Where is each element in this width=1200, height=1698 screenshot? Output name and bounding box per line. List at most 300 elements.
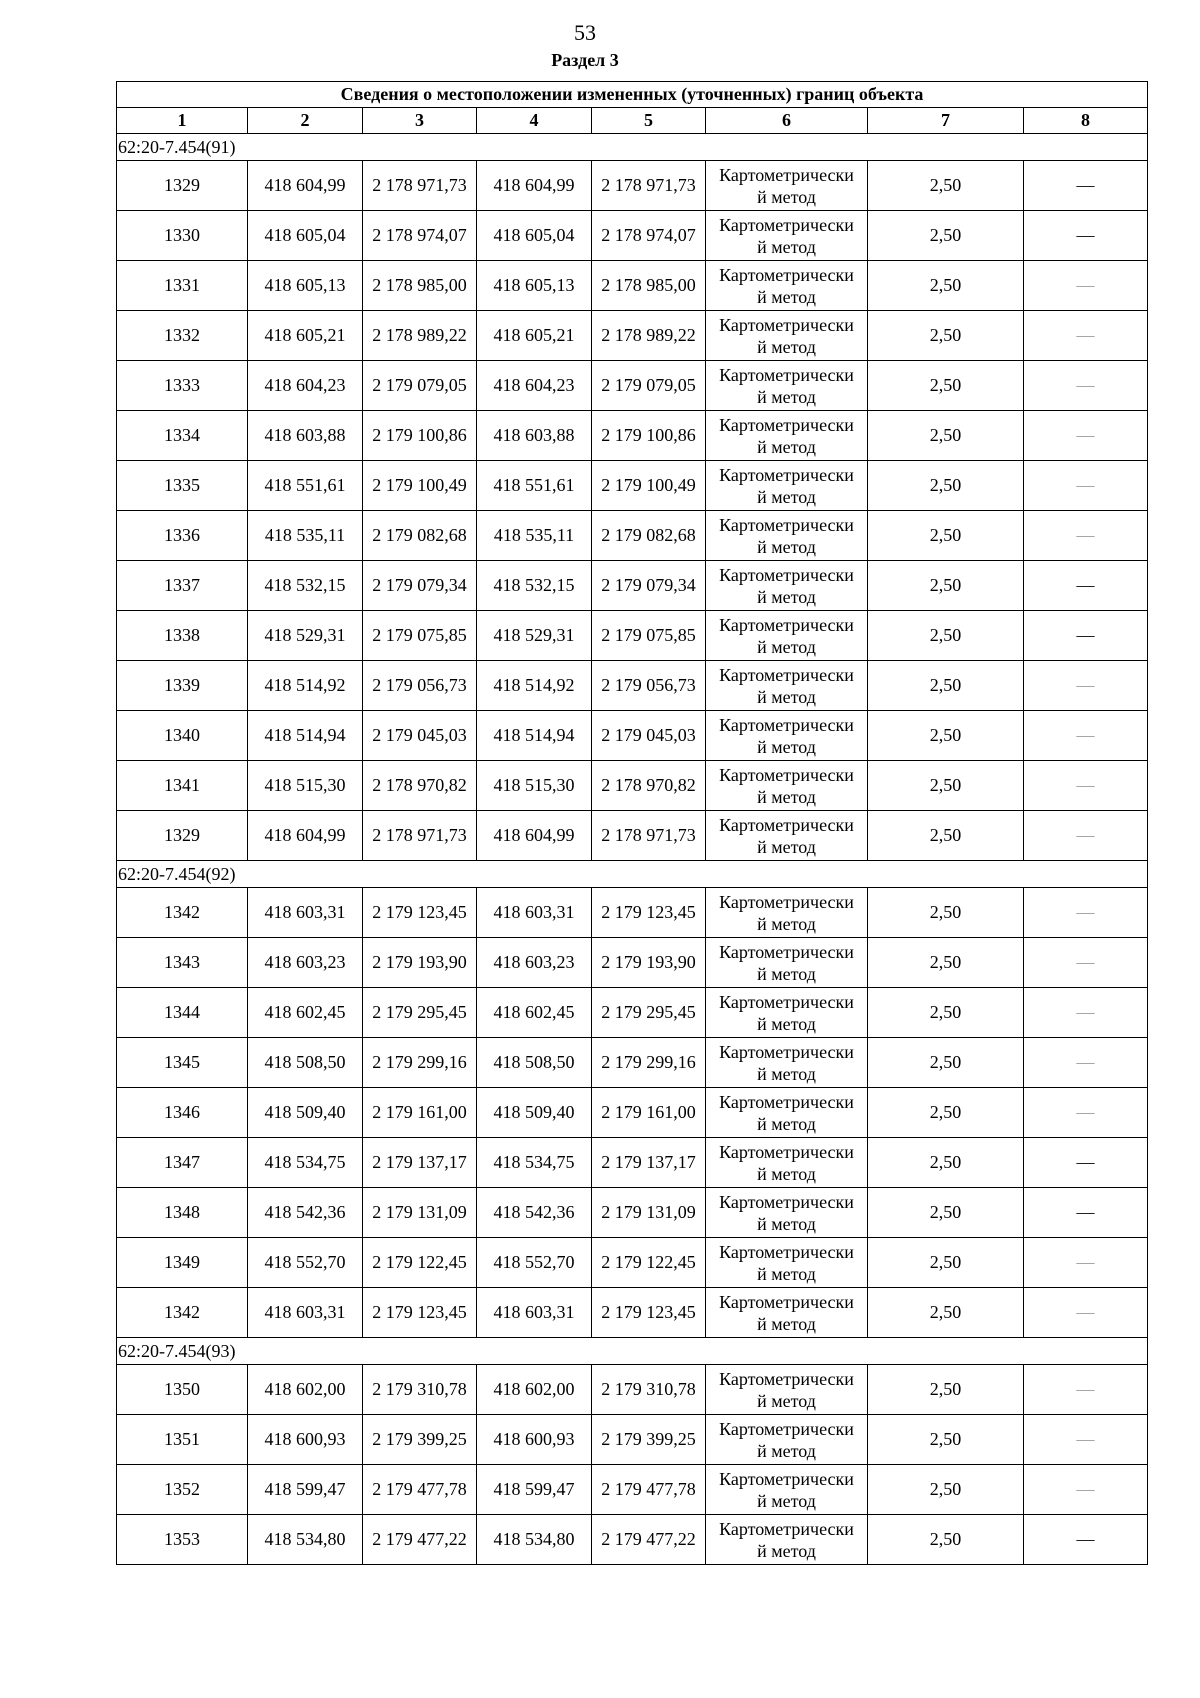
dash-mark: — (1076, 1429, 1095, 1449)
method-line-2: й метод (757, 536, 816, 557)
description-cell (1024, 461, 1148, 511)
x-new-cell: 418 534,80 (477, 1515, 592, 1565)
table-row (117, 1138, 1148, 1188)
accuracy-cell: 2,50 (868, 811, 1024, 861)
column-number: 3 (363, 108, 477, 134)
method-line-1: Картометрически (719, 1241, 854, 1262)
coordinates-table (116, 81, 1148, 1565)
y-new-cell: 2 179 399,25 (592, 1415, 706, 1465)
y-new-cell: 2 179 100,86 (592, 411, 706, 461)
dash-mark: — (1076, 325, 1095, 345)
point-number-cell: 1348 (117, 1188, 248, 1238)
accuracy-cell: 2,50 (868, 938, 1024, 988)
point-number-cell: 1349 (117, 1238, 248, 1288)
x-new-cell: 418 529,31 (477, 611, 592, 661)
y-existing-cell: 2 179 310,78 (363, 1365, 477, 1415)
table-row (117, 888, 1148, 938)
description-cell (1024, 1415, 1148, 1465)
x-existing-cell: 418 514,94 (248, 711, 363, 761)
method-line-1: Картометрически (719, 414, 854, 435)
method-line-2: й метод (757, 336, 816, 357)
method-line-1: Картометрически (719, 1418, 854, 1439)
dash-mark: — (1076, 902, 1095, 922)
y-new-cell: 2 179 123,45 (592, 888, 706, 938)
method-cell (706, 988, 868, 1038)
y-new-cell: 2 178 970,82 (592, 761, 706, 811)
method-line-1: Картометрически (719, 1368, 854, 1389)
point-number-cell: 1334 (117, 411, 248, 461)
point-number-cell: 1352 (117, 1465, 248, 1515)
method-line-2: й метод (757, 436, 816, 457)
x-existing-cell: 418 605,04 (248, 211, 363, 261)
column-number: 8 (1024, 108, 1148, 134)
point-number-cell: 1331 (117, 261, 248, 311)
group-label: 62:20-7.454(92) (117, 861, 1148, 888)
x-existing-cell: 418 532,15 (248, 561, 363, 611)
point-number-cell: 1338 (117, 611, 248, 661)
point-number-cell: 1333 (117, 361, 248, 411)
x-new-cell: 418 603,31 (477, 888, 592, 938)
y-existing-cell: 2 179 100,49 (363, 461, 477, 511)
table-row (117, 938, 1148, 988)
method-line-1: Картометрически (719, 1468, 854, 1489)
description-cell (1024, 611, 1148, 661)
point-number-cell: 1353 (117, 1515, 248, 1565)
table-row (117, 1038, 1148, 1088)
point-number-cell: 1329 (117, 161, 248, 211)
method-line-2: й метод (757, 913, 816, 934)
y-existing-cell: 2 178 971,73 (363, 811, 477, 861)
x-new-cell: 418 514,94 (477, 711, 592, 761)
dash-mark: — (1076, 825, 1095, 845)
table-row (117, 1365, 1148, 1415)
method-line-1: Картометрически (719, 514, 854, 535)
method-line-1: Картометрически (719, 714, 854, 735)
dash-mark: — (1076, 1052, 1095, 1072)
accuracy-cell: 2,50 (868, 161, 1024, 211)
point-number-cell: 1342 (117, 888, 248, 938)
table-row (117, 411, 1148, 461)
table-row (117, 811, 1148, 861)
method-cell (706, 461, 868, 511)
table-row (117, 1465, 1148, 1515)
dash-mark: — (1076, 1302, 1095, 1322)
method-line-1: Картометрически (719, 614, 854, 635)
x-existing-cell: 418 603,23 (248, 938, 363, 988)
dash-mark: — (1076, 575, 1095, 595)
accuracy-cell: 2,50 (868, 361, 1024, 411)
accuracy-cell: 2,50 (868, 411, 1024, 461)
column-number: 7 (868, 108, 1024, 134)
method-cell (706, 561, 868, 611)
method-cell (706, 1415, 868, 1465)
point-number-cell: 1342 (117, 1288, 248, 1338)
accuracy-cell: 2,50 (868, 1465, 1024, 1515)
method-cell (706, 1515, 868, 1565)
dash-mark: — (1076, 952, 1095, 972)
table-row (117, 661, 1148, 711)
x-new-cell: 418 515,30 (477, 761, 592, 811)
y-new-cell: 2 179 295,45 (592, 988, 706, 1038)
method-cell (706, 938, 868, 988)
x-new-cell: 418 603,23 (477, 938, 592, 988)
x-new-cell: 418 509,40 (477, 1088, 592, 1138)
dash-mark: — (1076, 1002, 1095, 1022)
method-line-2: й метод (757, 1213, 816, 1234)
group-label: 62:20-7.454(93) (117, 1338, 1148, 1365)
x-existing-cell: 418 605,21 (248, 311, 363, 361)
dash-mark: — (1076, 175, 1095, 195)
dash-mark: — (1076, 1479, 1095, 1499)
point-number-cell: 1346 (117, 1088, 248, 1138)
method-line-1: Картометрически (719, 664, 854, 685)
accuracy-cell: 2,50 (868, 211, 1024, 261)
method-line-2: й метод (757, 686, 816, 707)
method-cell (706, 1088, 868, 1138)
x-existing-cell: 418 551,61 (248, 461, 363, 511)
description-cell (1024, 1515, 1148, 1565)
description-cell (1024, 161, 1148, 211)
accuracy-cell: 2,50 (868, 661, 1024, 711)
dash-mark: — (1076, 675, 1095, 695)
method-line-1: Картометрически (719, 891, 854, 912)
dash-mark: — (1076, 275, 1095, 295)
method-line-1: Картометрически (719, 991, 854, 1012)
x-new-cell: 418 605,04 (477, 211, 592, 261)
description-cell (1024, 1088, 1148, 1138)
description-cell (1024, 1465, 1148, 1515)
accuracy-cell: 2,50 (868, 711, 1024, 761)
method-line-1: Картометрически (719, 1191, 854, 1212)
method-cell (706, 1188, 868, 1238)
column-number: 6 (706, 108, 868, 134)
method-cell (706, 361, 868, 411)
accuracy-cell: 2,50 (868, 888, 1024, 938)
accuracy-cell: 2,50 (868, 1415, 1024, 1465)
point-number-cell: 1350 (117, 1365, 248, 1415)
x-new-cell: 418 605,13 (477, 261, 592, 311)
table-row (117, 1288, 1148, 1338)
method-line-2: й метод (757, 586, 816, 607)
x-new-cell: 418 600,93 (477, 1415, 592, 1465)
x-existing-cell: 418 534,75 (248, 1138, 363, 1188)
x-new-cell: 418 602,00 (477, 1365, 592, 1415)
x-new-cell: 418 552,70 (477, 1238, 592, 1288)
table-title: Сведения о местоположении измененных (уточненных) границ объекта (117, 82, 1148, 108)
method-line-2: й метод (757, 1063, 816, 1084)
table-body (117, 134, 1148, 1565)
method-line-1: Картометрически (719, 1041, 854, 1062)
method-line-1: Картометрически (719, 1141, 854, 1162)
method-line-1: Картометрически (719, 214, 854, 235)
x-new-cell: 418 514,92 (477, 661, 592, 711)
y-new-cell: 2 179 082,68 (592, 511, 706, 561)
y-new-cell: 2 178 971,73 (592, 811, 706, 861)
table-row (117, 1088, 1148, 1138)
y-existing-cell: 2 179 477,78 (363, 1465, 477, 1515)
x-existing-cell: 418 535,11 (248, 511, 363, 561)
method-line-1: Картометрически (719, 941, 854, 962)
method-cell (706, 1038, 868, 1088)
dash-mark: — (1076, 1202, 1095, 1222)
y-new-cell: 2 179 477,78 (592, 1465, 706, 1515)
method-line-2: й метод (757, 1113, 816, 1134)
method-line-2: й метод (757, 1013, 816, 1034)
x-existing-cell: 418 514,92 (248, 661, 363, 711)
y-new-cell: 2 179 299,16 (592, 1038, 706, 1088)
y-new-cell: 2 179 137,17 (592, 1138, 706, 1188)
point-number-cell: 1340 (117, 711, 248, 761)
method-line-1: Картометрически (719, 464, 854, 485)
x-existing-cell: 418 542,36 (248, 1188, 363, 1238)
description-cell (1024, 311, 1148, 361)
table-row (117, 261, 1148, 311)
dash-mark: — (1076, 475, 1095, 495)
method-cell (706, 211, 868, 261)
method-cell (706, 311, 868, 361)
table-row (117, 361, 1148, 411)
y-existing-cell: 2 179 193,90 (363, 938, 477, 988)
accuracy-cell: 2,50 (868, 511, 1024, 561)
point-number-cell: 1351 (117, 1415, 248, 1465)
x-existing-cell: 418 604,23 (248, 361, 363, 411)
method-cell (706, 511, 868, 561)
description-cell (1024, 661, 1148, 711)
accuracy-cell: 2,50 (868, 461, 1024, 511)
method-line-2: й метод (757, 386, 816, 407)
method-line-2: й метод (757, 736, 816, 757)
x-existing-cell: 418 529,31 (248, 611, 363, 661)
method-cell (706, 711, 868, 761)
method-cell (706, 411, 868, 461)
method-line-1: Картометрически (719, 1291, 854, 1312)
method-line-1: Картометрически (719, 764, 854, 785)
description-cell (1024, 811, 1148, 861)
accuracy-cell: 2,50 (868, 1138, 1024, 1188)
description-cell (1024, 1138, 1148, 1188)
table-row (117, 1188, 1148, 1238)
description-cell (1024, 511, 1148, 561)
x-new-cell: 418 508,50 (477, 1038, 592, 1088)
y-new-cell: 2 179 079,34 (592, 561, 706, 611)
x-existing-cell: 418 602,00 (248, 1365, 363, 1415)
x-existing-cell: 418 509,40 (248, 1088, 363, 1138)
y-existing-cell: 2 178 974,07 (363, 211, 477, 261)
table-row (117, 311, 1148, 361)
point-number-cell: 1337 (117, 561, 248, 611)
y-existing-cell: 2 179 045,03 (363, 711, 477, 761)
table-row (117, 611, 1148, 661)
accuracy-cell: 2,50 (868, 261, 1024, 311)
y-new-cell: 2 179 123,45 (592, 1288, 706, 1338)
table-row (117, 711, 1148, 761)
method-cell (706, 888, 868, 938)
x-existing-cell: 418 603,31 (248, 1288, 363, 1338)
method-line-2: й метод (757, 1163, 816, 1184)
method-cell (706, 761, 868, 811)
y-existing-cell: 2 179 082,68 (363, 511, 477, 561)
dash-mark: — (1076, 1152, 1095, 1172)
x-existing-cell: 418 534,80 (248, 1515, 363, 1565)
point-number-cell: 1341 (117, 761, 248, 811)
dash-mark: — (1076, 525, 1095, 545)
column-number: 5 (592, 108, 706, 134)
x-new-cell: 418 602,45 (477, 988, 592, 1038)
group-row (117, 1338, 1148, 1365)
description-cell (1024, 1038, 1148, 1088)
method-line-2: й метод (757, 286, 816, 307)
description-cell (1024, 1288, 1148, 1338)
y-existing-cell: 2 178 970,82 (363, 761, 477, 811)
y-existing-cell: 2 179 122,45 (363, 1238, 477, 1288)
x-new-cell: 418 604,23 (477, 361, 592, 411)
y-existing-cell: 2 178 971,73 (363, 161, 477, 211)
y-existing-cell: 2 178 985,00 (363, 261, 477, 311)
y-existing-cell: 2 179 056,73 (363, 661, 477, 711)
accuracy-cell: 2,50 (868, 1038, 1024, 1088)
description-cell (1024, 361, 1148, 411)
x-existing-cell: 418 603,88 (248, 411, 363, 461)
accuracy-cell: 2,50 (868, 1515, 1024, 1565)
x-existing-cell: 418 602,45 (248, 988, 363, 1038)
column-number: 1 (117, 108, 248, 134)
y-new-cell: 2 179 161,00 (592, 1088, 706, 1138)
table-row (117, 761, 1148, 811)
y-new-cell: 2 179 477,22 (592, 1515, 706, 1565)
method-cell (706, 611, 868, 661)
section-title: Раздел 3 (551, 50, 619, 70)
table-row (117, 1238, 1148, 1288)
method-line-1: Картометрически (719, 1091, 854, 1112)
method-line-2: й метод (757, 786, 816, 807)
y-new-cell: 2 179 079,05 (592, 361, 706, 411)
x-existing-cell: 418 603,31 (248, 888, 363, 938)
x-new-cell: 418 551,61 (477, 461, 592, 511)
method-line-2: й метод (757, 236, 816, 257)
method-line-1: Картометрически (719, 364, 854, 385)
accuracy-cell: 2,50 (868, 1238, 1024, 1288)
y-existing-cell: 2 179 075,85 (363, 611, 477, 661)
point-number-cell: 1335 (117, 461, 248, 511)
x-existing-cell: 418 600,93 (248, 1415, 363, 1465)
y-new-cell: 2 178 971,73 (592, 161, 706, 211)
y-existing-cell: 2 179 123,45 (363, 888, 477, 938)
x-new-cell: 418 532,15 (477, 561, 592, 611)
group-label: 62:20-7.454(91) (117, 134, 1148, 161)
y-existing-cell: 2 179 079,34 (363, 561, 477, 611)
accuracy-cell: 2,50 (868, 611, 1024, 661)
x-new-cell: 418 534,75 (477, 1138, 592, 1188)
dash-mark: — (1076, 625, 1095, 645)
method-line-2: й метод (757, 1440, 816, 1461)
dash-mark: — (1076, 1102, 1095, 1122)
group-row (117, 861, 1148, 888)
y-existing-cell: 2 179 123,45 (363, 1288, 477, 1338)
description-cell (1024, 411, 1148, 461)
point-number-cell: 1343 (117, 938, 248, 988)
point-number-cell: 1344 (117, 988, 248, 1038)
accuracy-cell: 2,50 (868, 311, 1024, 361)
x-existing-cell: 418 604,99 (248, 161, 363, 211)
accuracy-cell: 2,50 (868, 988, 1024, 1038)
y-existing-cell: 2 179 161,00 (363, 1088, 477, 1138)
y-existing-cell: 2 179 295,45 (363, 988, 477, 1038)
y-new-cell: 2 179 056,73 (592, 661, 706, 711)
group-row (117, 134, 1148, 161)
column-number: 4 (477, 108, 592, 134)
y-new-cell: 2 179 193,90 (592, 938, 706, 988)
point-number-cell: 1332 (117, 311, 248, 361)
x-existing-cell: 418 599,47 (248, 1465, 363, 1515)
method-line-2: й метод (757, 1263, 816, 1284)
point-number-cell: 1345 (117, 1038, 248, 1088)
y-existing-cell: 2 179 137,17 (363, 1138, 477, 1188)
x-new-cell: 418 542,36 (477, 1188, 592, 1238)
method-cell (706, 661, 868, 711)
method-cell (706, 1365, 868, 1415)
y-new-cell: 2 178 989,22 (592, 311, 706, 361)
description-cell (1024, 888, 1148, 938)
dash-mark: — (1076, 225, 1095, 245)
method-line-1: Картометрически (719, 564, 854, 585)
x-existing-cell: 418 605,13 (248, 261, 363, 311)
method-cell (706, 161, 868, 211)
method-line-2: й метод (757, 1490, 816, 1511)
y-existing-cell: 2 179 399,25 (363, 1415, 477, 1465)
y-new-cell: 2 179 131,09 (592, 1188, 706, 1238)
dash-mark: — (1076, 425, 1095, 445)
description-cell (1024, 1238, 1148, 1288)
table-row (117, 461, 1148, 511)
description-cell (1024, 561, 1148, 611)
x-existing-cell: 418 515,30 (248, 761, 363, 811)
y-new-cell: 2 179 075,85 (592, 611, 706, 661)
point-number-cell: 1330 (117, 211, 248, 261)
y-existing-cell: 2 179 477,22 (363, 1515, 477, 1565)
x-new-cell: 418 603,88 (477, 411, 592, 461)
accuracy-cell: 2,50 (868, 561, 1024, 611)
accuracy-cell: 2,50 (868, 1088, 1024, 1138)
method-line-2: й метод (757, 186, 816, 207)
x-new-cell: 418 604,99 (477, 811, 592, 861)
dash-mark: — (1076, 375, 1095, 395)
method-line-2: й метод (757, 1390, 816, 1411)
y-existing-cell: 2 179 299,16 (363, 1038, 477, 1088)
method-line-2: й метод (757, 1540, 816, 1561)
table-row (117, 1515, 1148, 1565)
point-number-cell: 1347 (117, 1138, 248, 1188)
dash-mark: — (1076, 1379, 1095, 1399)
y-new-cell: 2 179 310,78 (592, 1365, 706, 1415)
description-cell (1024, 1365, 1148, 1415)
point-number-cell: 1329 (117, 811, 248, 861)
table-row (117, 511, 1148, 561)
method-line-1: Картометрически (719, 814, 854, 835)
point-number-cell: 1339 (117, 661, 248, 711)
y-existing-cell: 2 179 079,05 (363, 361, 477, 411)
x-existing-cell: 418 604,99 (248, 811, 363, 861)
x-existing-cell: 418 508,50 (248, 1038, 363, 1088)
description-cell (1024, 761, 1148, 811)
description-cell (1024, 938, 1148, 988)
y-new-cell: 2 178 985,00 (592, 261, 706, 311)
table-row (117, 211, 1148, 261)
method-line-1: Картометрически (719, 164, 854, 185)
method-line-2: й метод (757, 836, 816, 857)
method-cell (706, 1288, 868, 1338)
dash-mark: — (1076, 1252, 1095, 1272)
dash-mark: — (1076, 725, 1095, 745)
